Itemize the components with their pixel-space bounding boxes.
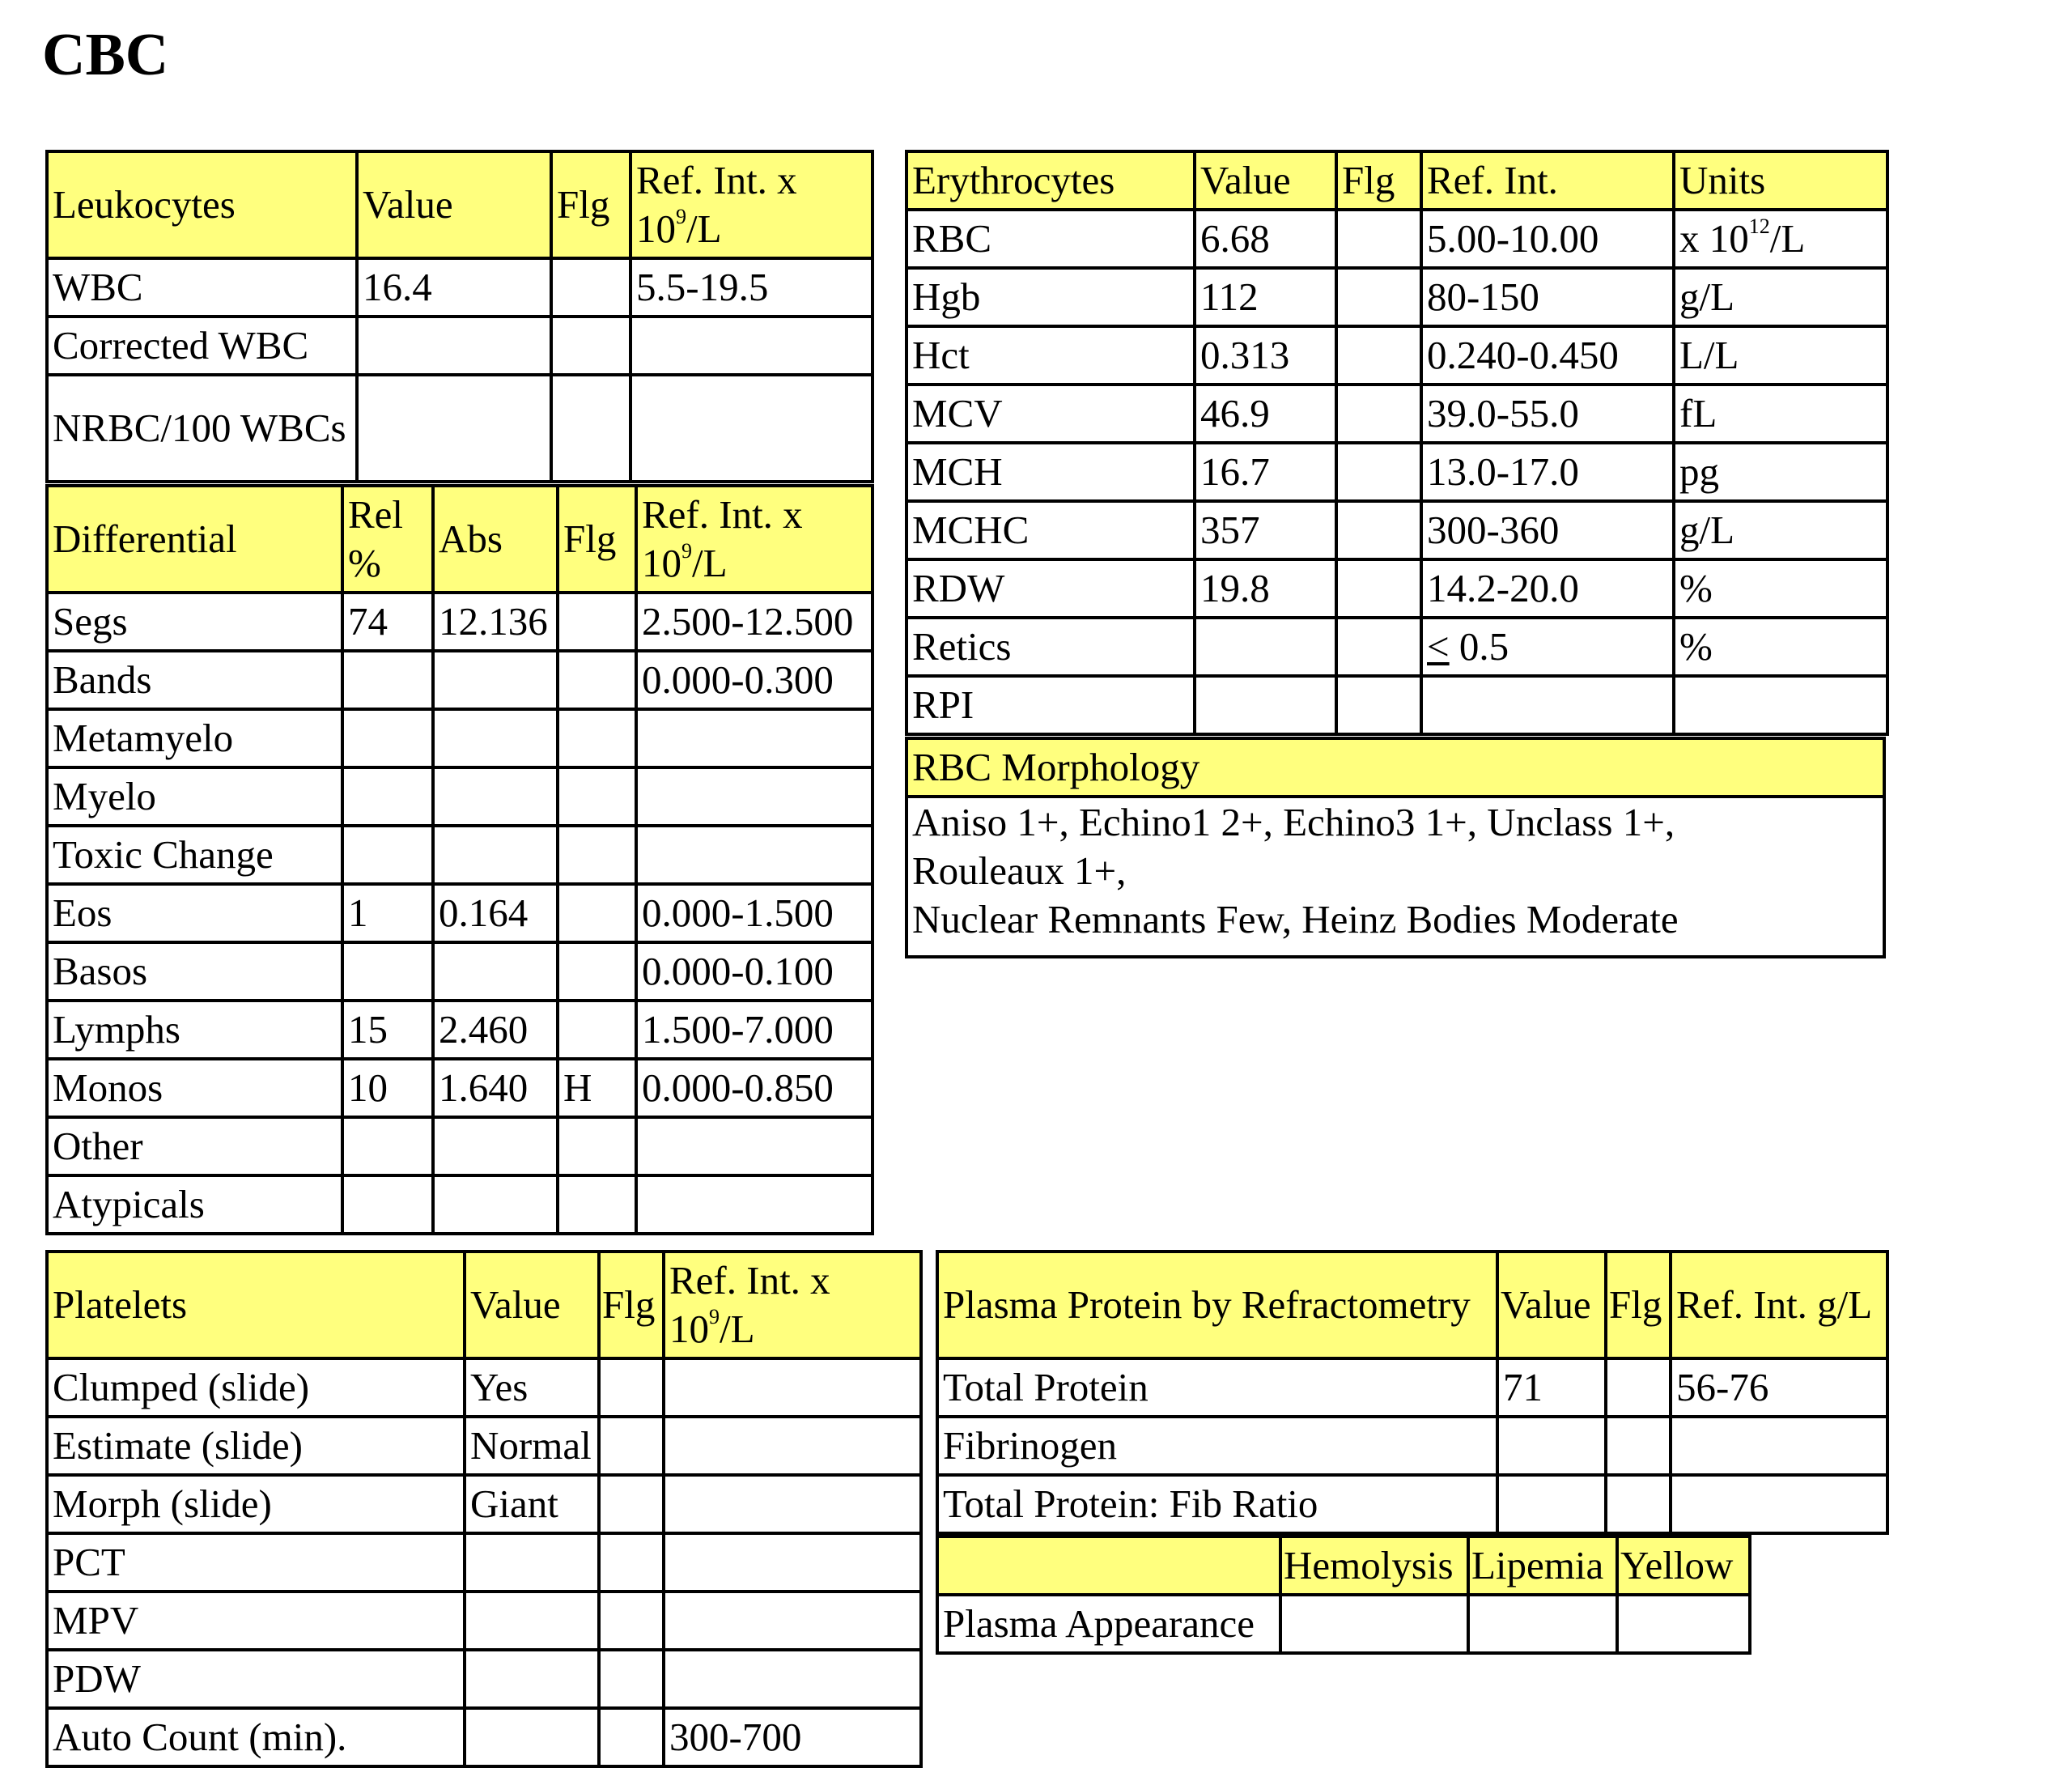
table-cell bbox=[599, 1708, 664, 1766]
table-cell bbox=[433, 942, 558, 1001]
table-cell: Segs bbox=[47, 593, 342, 651]
table-cell: 357 bbox=[1195, 501, 1336, 559]
table-cell bbox=[342, 1175, 433, 1234]
table-cell: pg bbox=[1674, 443, 1887, 501]
analyte-flag bbox=[1606, 1417, 1671, 1475]
table-cell: 300-360 bbox=[1421, 501, 1674, 559]
table-cell bbox=[433, 651, 558, 709]
table-cell bbox=[558, 593, 636, 651]
ref-int-header: Ref. Int. x $10^9/L$ bbox=[631, 151, 873, 258]
table-cell bbox=[558, 709, 636, 767]
table-cell bbox=[433, 826, 558, 884]
table-cell: Lymphs bbox=[47, 1001, 342, 1059]
table-cell: RDW bbox=[906, 559, 1195, 618]
analyte-ref bbox=[631, 375, 873, 482]
table-cell: 39.0-55.0 bbox=[1421, 385, 1674, 443]
table-cell: MPV bbox=[47, 1592, 465, 1650]
plasma-protein-header-row bbox=[937, 1252, 1887, 1358]
table-cell bbox=[636, 767, 873, 826]
table-row bbox=[906, 618, 1887, 676]
table-cell: 2.460 bbox=[433, 1001, 558, 1059]
value-header: Value bbox=[1497, 1252, 1606, 1358]
table-cell: PDW bbox=[47, 1650, 465, 1708]
table-cell: 0.240-0.450 bbox=[1421, 326, 1674, 385]
table-cell bbox=[1336, 268, 1421, 326]
table-cell bbox=[1336, 676, 1421, 734]
table-row bbox=[47, 1175, 873, 1234]
table-row bbox=[906, 501, 1887, 559]
table-cell bbox=[1195, 676, 1336, 734]
table-cell: Hgb bbox=[906, 268, 1195, 326]
table-cell: Normal bbox=[465, 1417, 599, 1475]
table-cell: 0.313 bbox=[1195, 326, 1336, 385]
table-cell bbox=[1421, 676, 1674, 734]
analyte-flag bbox=[1606, 1475, 1671, 1533]
table-cell bbox=[1336, 618, 1421, 676]
table-row bbox=[937, 1417, 1887, 1475]
erythrocytes-header: Erythrocytes bbox=[906, 151, 1195, 210]
table-cell bbox=[599, 1650, 664, 1708]
table-cell bbox=[599, 1417, 664, 1475]
table-cell: 12.136 bbox=[433, 593, 558, 651]
table-cell: H bbox=[558, 1059, 636, 1117]
table-cell: 6.68 bbox=[1195, 210, 1336, 268]
rbc-morphology-body-row bbox=[906, 797, 1884, 957]
value-header: Value bbox=[1195, 151, 1336, 210]
rbc-morphology-table bbox=[905, 737, 1886, 958]
table-cell: RPI bbox=[906, 676, 1195, 734]
table-cell bbox=[636, 1117, 873, 1175]
table-cell: 15 bbox=[342, 1001, 433, 1059]
table-cell: 80-150 bbox=[1421, 268, 1674, 326]
hemolysis-value bbox=[1280, 1595, 1468, 1653]
table-cell: 112 bbox=[1195, 268, 1336, 326]
table-cell bbox=[599, 1592, 664, 1650]
table-row bbox=[906, 210, 1887, 268]
table-cell: 0.000-1.500 bbox=[636, 884, 873, 942]
table-cell bbox=[664, 1533, 921, 1592]
rbc-morphology-header: RBC Morphology bbox=[906, 738, 1884, 797]
analyte-name: WBC bbox=[47, 258, 357, 317]
table-cell bbox=[664, 1417, 921, 1475]
table-cell: 1.500-7.000 bbox=[636, 1001, 873, 1059]
table-cell bbox=[342, 651, 433, 709]
table-cell: Retics bbox=[906, 618, 1195, 676]
analyte-ref: 56-76 bbox=[1671, 1358, 1887, 1417]
table-cell: 14.2-20.0 bbox=[1421, 559, 1674, 618]
table-row bbox=[906, 326, 1887, 385]
table-cell: 46.9 bbox=[1195, 385, 1336, 443]
table-cell: < 0.5 bbox=[1421, 618, 1674, 676]
table-row bbox=[937, 1475, 1887, 1533]
table-row bbox=[906, 268, 1887, 326]
table-cell bbox=[342, 826, 433, 884]
table-cell: 0.000-0.850 bbox=[636, 1059, 873, 1117]
table-cell bbox=[636, 1175, 873, 1234]
table-cell: Myelo bbox=[47, 767, 342, 826]
table-cell bbox=[664, 1650, 921, 1708]
platelets-header-row bbox=[47, 1252, 921, 1358]
table-cell: Clumped (slide) bbox=[47, 1358, 465, 1417]
analyte-name: Corrected WBC bbox=[47, 317, 357, 375]
table-cell bbox=[664, 1358, 921, 1417]
morphology-line: Aniso 1+, Echino1 2+, Echino3 1+, Unclass 1+, bbox=[912, 800, 1675, 844]
morphology-line: Nuclear Remnants Few, Heinz Bodies Moderate bbox=[912, 897, 1679, 941]
analyte-value bbox=[357, 375, 551, 482]
table-row bbox=[47, 375, 873, 482]
table-cell bbox=[664, 1475, 921, 1533]
table-row bbox=[47, 884, 873, 942]
table-cell bbox=[342, 709, 433, 767]
table-cell: 1 bbox=[342, 884, 433, 942]
table-cell: Hct bbox=[906, 326, 1195, 385]
units-header: Units bbox=[1674, 151, 1887, 210]
plasma-appearance-table bbox=[936, 1535, 1751, 1655]
rbc-morphology-text bbox=[906, 797, 1884, 957]
table-cell bbox=[433, 709, 558, 767]
ref-int-header: Ref. Int. x $10^9/L$ bbox=[664, 1252, 921, 1358]
hemolysis-header: Hemolysis bbox=[1280, 1536, 1468, 1595]
table-cell bbox=[1336, 501, 1421, 559]
ref-int-header: Ref. Int. bbox=[1421, 151, 1674, 210]
table-cell: 0.164 bbox=[433, 884, 558, 942]
analyte-value bbox=[357, 317, 551, 375]
analyte-ref: 5.5-19.5 bbox=[631, 258, 873, 317]
table-cell bbox=[433, 1117, 558, 1175]
less-equal-symbol: < bbox=[1427, 624, 1450, 669]
analyte-ref bbox=[1671, 1417, 1887, 1475]
table-cell bbox=[465, 1708, 599, 1766]
table-cell bbox=[599, 1475, 664, 1533]
table-cell: RBC bbox=[906, 210, 1195, 268]
table-cell: 5.00-10.00 bbox=[1421, 210, 1674, 268]
ref-int-header: Ref. Int. g/L bbox=[1671, 1252, 1887, 1358]
table-cell: Giant bbox=[465, 1475, 599, 1533]
table-cell bbox=[558, 826, 636, 884]
erythrocytes-table bbox=[905, 150, 1889, 736]
flag-header: Flg bbox=[599, 1252, 664, 1358]
table-cell bbox=[1336, 385, 1421, 443]
table-cell: Auto Count (min). bbox=[47, 1708, 465, 1766]
yellow-header: Yellow bbox=[1617, 1536, 1750, 1595]
table-cell: Monos bbox=[47, 1059, 342, 1117]
table-cell bbox=[433, 1175, 558, 1234]
table-cell bbox=[558, 884, 636, 942]
table-cell bbox=[1336, 443, 1421, 501]
differential-header: Differential bbox=[47, 486, 342, 593]
platelets-header: Platelets bbox=[47, 1252, 465, 1358]
table-cell: % bbox=[1674, 559, 1887, 618]
table-cell: MCV bbox=[906, 385, 1195, 443]
table-row bbox=[47, 767, 873, 826]
table-cell: 10 bbox=[342, 1059, 433, 1117]
table-cell: 13.0-17.0 bbox=[1421, 443, 1674, 501]
ref-int-header: Ref. Int. x $10^9/L$ bbox=[636, 486, 873, 593]
analyte-flag bbox=[551, 258, 631, 317]
leukocytes-header-row bbox=[47, 151, 873, 258]
table-cell bbox=[636, 709, 873, 767]
table-cell bbox=[1336, 559, 1421, 618]
table-cell: MCH bbox=[906, 443, 1195, 501]
lipemia-value bbox=[1468, 1595, 1617, 1653]
flag-header: Flg bbox=[1606, 1252, 1671, 1358]
table-row bbox=[47, 1708, 921, 1766]
table-cell bbox=[558, 1175, 636, 1234]
table-cell: Yes bbox=[465, 1358, 599, 1417]
value-header: Value bbox=[465, 1252, 599, 1358]
table-cell: x $10^{12}/L$ bbox=[1674, 210, 1887, 268]
table-cell: g/L bbox=[1674, 501, 1887, 559]
table-cell bbox=[342, 1117, 433, 1175]
differential-table bbox=[45, 484, 874, 1235]
table-cell: L/L bbox=[1674, 326, 1887, 385]
table-cell: PCT bbox=[47, 1533, 465, 1592]
table-cell: fL bbox=[1674, 385, 1887, 443]
erythrocytes-header-row bbox=[906, 151, 1887, 210]
table-cell bbox=[465, 1533, 599, 1592]
table-cell bbox=[342, 942, 433, 1001]
table-row bbox=[906, 385, 1887, 443]
table-row bbox=[47, 1650, 921, 1708]
flag-header: Flg bbox=[551, 151, 631, 258]
table-row bbox=[47, 709, 873, 767]
table-cell bbox=[558, 942, 636, 1001]
analyte-ref bbox=[631, 317, 873, 375]
leukocytes-table bbox=[45, 150, 874, 483]
table-cell bbox=[465, 1650, 599, 1708]
differential-header-row bbox=[47, 486, 873, 593]
table-row bbox=[937, 1595, 1750, 1653]
table-row bbox=[937, 1358, 1887, 1417]
flag-header: Flg bbox=[1336, 151, 1421, 210]
analyte-name: Fibrinogen bbox=[937, 1417, 1497, 1475]
leukocytes-header: Leukocytes bbox=[47, 151, 357, 258]
table-row bbox=[47, 1001, 873, 1059]
table-cell: MCHC bbox=[906, 501, 1195, 559]
table-cell bbox=[342, 767, 433, 826]
analyte-name: NRBC/100 WBCs bbox=[47, 375, 357, 482]
table-cell bbox=[599, 1533, 664, 1592]
plasma-appearance-blank-header bbox=[937, 1536, 1280, 1595]
plasma-appearance-label: Plasma Appearance bbox=[937, 1595, 1280, 1653]
table-cell bbox=[558, 651, 636, 709]
flag-header: Flg bbox=[558, 486, 636, 593]
table-row bbox=[47, 1117, 873, 1175]
table-cell: 19.8 bbox=[1195, 559, 1336, 618]
analyte-value: 71 bbox=[1497, 1358, 1606, 1417]
lipemia-header: Lipemia bbox=[1468, 1536, 1617, 1595]
analyte-flag bbox=[551, 375, 631, 482]
analyte-ref bbox=[1671, 1475, 1887, 1533]
table-cell bbox=[558, 1001, 636, 1059]
table-cell bbox=[1674, 676, 1887, 734]
table-row bbox=[906, 443, 1887, 501]
table-cell bbox=[664, 1592, 921, 1650]
table-row bbox=[47, 1475, 921, 1533]
table-cell bbox=[1336, 326, 1421, 385]
table-cell: Basos bbox=[47, 942, 342, 1001]
page-title: CBC bbox=[42, 22, 169, 88]
table-cell: 74 bbox=[342, 593, 433, 651]
table-cell bbox=[1336, 210, 1421, 268]
table-cell bbox=[433, 767, 558, 826]
table-row bbox=[47, 826, 873, 884]
table-cell: Morph (slide) bbox=[47, 1475, 465, 1533]
table-cell: 0.000-0.100 bbox=[636, 942, 873, 1001]
table-cell bbox=[636, 826, 873, 884]
analyte-value bbox=[1497, 1475, 1606, 1533]
table-cell: 0.000-0.300 bbox=[636, 651, 873, 709]
table-cell: Metamyelo bbox=[47, 709, 342, 767]
table-cell: 2.500-12.500 bbox=[636, 593, 873, 651]
table-row bbox=[47, 651, 873, 709]
table-cell: 16.7 bbox=[1195, 443, 1336, 501]
analyte-flag bbox=[1606, 1358, 1671, 1417]
value-header: Value bbox=[357, 151, 551, 258]
table-cell bbox=[558, 767, 636, 826]
analyte-value bbox=[1497, 1417, 1606, 1475]
plasma-protein-table bbox=[936, 1250, 1889, 1535]
table-row bbox=[47, 593, 873, 651]
table-row bbox=[47, 1059, 873, 1117]
table-cell bbox=[599, 1358, 664, 1417]
table-cell bbox=[558, 1117, 636, 1175]
table-row bbox=[47, 1358, 921, 1417]
morphology-line: Rouleaux 1+, bbox=[912, 848, 1127, 893]
table-cell: % bbox=[1674, 618, 1887, 676]
table-cell: Other bbox=[47, 1117, 342, 1175]
table-row bbox=[906, 676, 1887, 734]
table-row bbox=[47, 942, 873, 1001]
table-cell: Toxic Change bbox=[47, 826, 342, 884]
table-row bbox=[47, 317, 873, 375]
table-cell bbox=[1195, 618, 1336, 676]
analyte-flag bbox=[551, 317, 631, 375]
table-row bbox=[906, 559, 1887, 618]
rbc-morphology-header-row bbox=[906, 738, 1884, 797]
table-cell: Bands bbox=[47, 651, 342, 709]
plasma-protein-header: Plasma Protein by Refractometry bbox=[937, 1252, 1497, 1358]
rel-percent-header: Rel % bbox=[342, 486, 433, 593]
table-cell: 300-700 bbox=[664, 1708, 921, 1766]
table-cell: g/L bbox=[1674, 268, 1887, 326]
table-cell: Atypicals bbox=[47, 1175, 342, 1234]
analyte-value: 16.4 bbox=[357, 258, 551, 317]
table-row bbox=[47, 1417, 921, 1475]
table-cell: Eos bbox=[47, 884, 342, 942]
table-row bbox=[47, 1592, 921, 1650]
abs-header: Abs bbox=[433, 486, 558, 593]
platelets-table bbox=[45, 1250, 923, 1768]
table-cell: 1.640 bbox=[433, 1059, 558, 1117]
plasma-appearance-header-row bbox=[937, 1536, 1750, 1595]
table-row bbox=[47, 258, 873, 317]
table-row bbox=[47, 1533, 921, 1592]
yellow-value bbox=[1617, 1595, 1750, 1653]
table-cell bbox=[465, 1592, 599, 1650]
analyte-name: Total Protein: Fib Ratio bbox=[937, 1475, 1497, 1533]
analyte-name: Total Protein bbox=[937, 1358, 1497, 1417]
table-cell: Estimate (slide) bbox=[47, 1417, 465, 1475]
